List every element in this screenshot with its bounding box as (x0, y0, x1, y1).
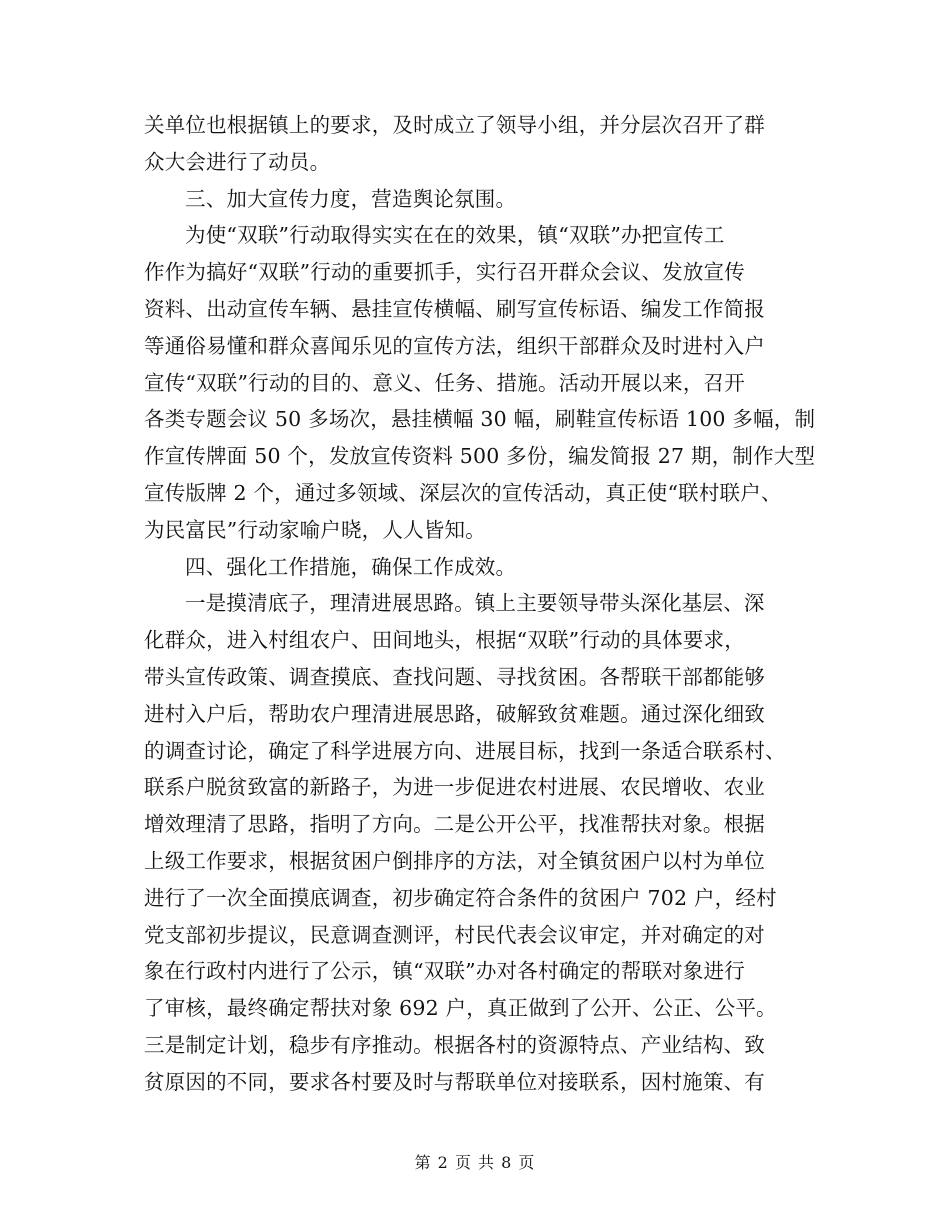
page-footer: 第 2 页 共 8 页 (414, 1153, 536, 1172)
text-line: 贫原因的不同，要求各村要及时与帮联单位对接联系，因村施策、有 (144, 1069, 765, 1094)
text-line: 象在行政村内进行了公示，镇“双联”办对各村确定的帮联对象进行 (144, 959, 745, 984)
text-line: 资料、出动宣传车辆、悬挂宣传横幅、刷写宣传标语、编发工作简报 (144, 296, 765, 321)
text-line: 上级工作要求，根据贫困户倒排序的方法，对全镇贫困户以村为单位 (144, 848, 765, 873)
text-line: 党支部初步提议，民意调查测评，村民代表会议审定，并对确定的对 (144, 922, 765, 947)
text-line: 带头宣传政策、调查摸底、查找问题、寻找贫困。各帮联干部都能够 (144, 664, 765, 689)
text-line: 宣传“双联”行动的目的、意义、任务、措施。活动开展以来，召开 (144, 370, 745, 395)
text-line: 三是制定计划，稳步有序推动。根据各村的资源特点、产业结构、致 (144, 1032, 765, 1057)
text-line: 三、加大宣传力度，营造舆论氛围。 (185, 186, 517, 211)
text-line: 进行了一次全面摸底调查，初步确定符合条件的贫困户 702 户，经村 (144, 885, 777, 910)
text-line: 了审核，最终确定帮扶对象 692 户，真正做到了公开、公正、公平。 (144, 996, 777, 1021)
text-line: 进村入户后，帮助农户理清进展思路，破解致贫难题。通过深化细致 (144, 701, 765, 726)
text-line: 联系户脱贫致富的新路子，为进一步促进农村进展、农民增收、农业 (144, 775, 765, 800)
text-line: 增效理清了思路，指明了方向。二是公开公平，找准帮扶对象。根据 (144, 812, 765, 837)
text-line: 为民富民”行动家喻户晓，人人皆知。 (144, 517, 486, 542)
text-line: 关单位也根据镇上的要求，及时成立了领导小组，并分层次召开了群 (144, 113, 765, 137)
text-line: 四、强化工作措施，确保工作成效。 (185, 554, 517, 579)
text-line: 等通俗易懂和群众喜闻乐见的宣传方法，组织干部群众及时进村入户 (144, 333, 765, 358)
text-line: 为使“双联”行动取得实实在在的效果，镇“双联”办把宣传工 (185, 223, 725, 248)
text-line: 众大会进行了动员。 (144, 149, 331, 174)
text-line: 一是摸清底子，理清进展思路。镇上主要领导带头深化基层、深 (185, 591, 765, 616)
body-text (144, 107, 816, 1101)
text-line: 化群众，进入村组农户、田间地头，根据“双联”行动的具体要求， (144, 628, 745, 653)
text-line: 宣传版牌 2 个，通过多领域、深层次的宣传活动，真正使“联村联户、 (144, 480, 782, 505)
text-line: 的调查讨论，确定了科学进展方向、进展目标，找到一条适合联系村、 (144, 738, 786, 763)
text-line: 作作为搞好“双联”行动的重要抓手，实行召开群众会议、发放宣传 (144, 260, 745, 285)
text-line: 各类专题会议 50 多场次，悬挂横幅 30 幅，刷鞋宣传标语 100 多幅，制 (144, 407, 816, 432)
text-line: 作宣传牌面 50 个，发放宣传资料 500 多份，编发简报 27 期，制作大型 (144, 444, 816, 469)
